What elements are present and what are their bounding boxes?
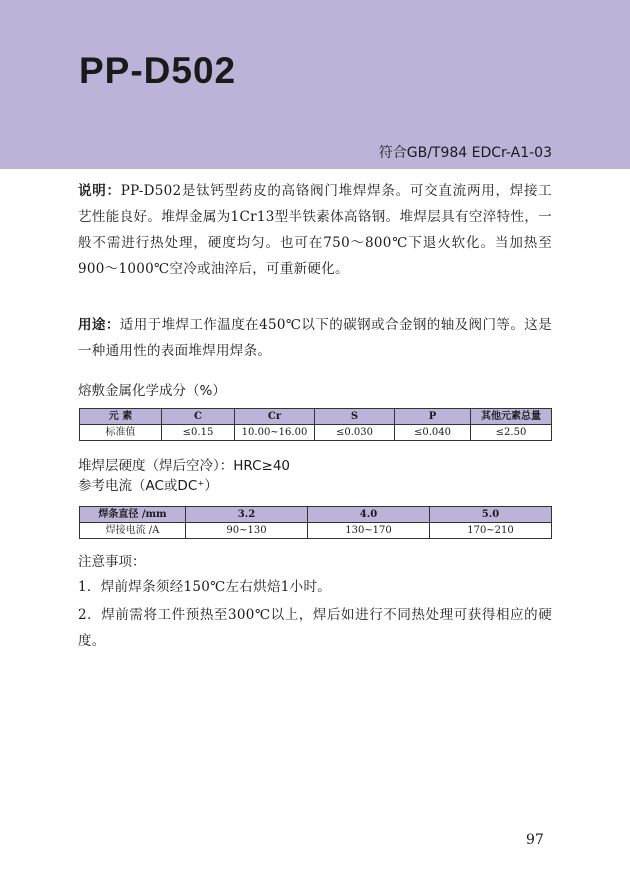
usage-text: 适用于堆焊工作温度在450℃以下的碳钢或合金钢的轴及阀门等。这是一种通用性的表面堆焊用焊条。 <box>78 317 553 359</box>
hardness-text: 堆焊层硬度（焊后空冷）：HRC≥40 <box>78 458 291 474</box>
description-text: PP-D502是钛钙型药皮的高铬阀门堆焊焊条。可交直流两用，焊接工艺性能良好。堆焊金属为1Cr13型半铁素体高铬钢。堆焊层具有空淬特性，一般不需进行热处理，硬度均匀。也可在750～800℃下退火软化。当加热至900～1000℃空冷或油淬后，可重新硬化。 <box>78 183 552 277</box>
usage-paragraph <box>78 312 552 364</box>
composition-value-cell: ≤0.030 <box>315 425 395 441</box>
current-value-cell: 焊接电流 /A <box>80 523 186 539</box>
notes-title: 注意事项： <box>78 554 146 570</box>
notes-list <box>78 574 552 654</box>
note-item-2: 2．焊前需将工件预热至300℃以上，焊后如进行不同热处理可获得相应的硬度。 <box>78 607 552 649</box>
composition-header-cell: S <box>315 409 395 425</box>
composition-header-cell: P <box>395 409 471 425</box>
current-value-cell: 170~210 <box>430 523 552 539</box>
current-value-row <box>80 523 552 539</box>
current-table <box>79 506 552 539</box>
composition-title: 熔敷金属化学成分（%） <box>78 383 226 399</box>
current-value-cell: 130~170 <box>308 523 430 539</box>
current-header-cell: 3.2 <box>186 507 308 523</box>
composition-header-row <box>80 409 552 425</box>
current-header-cell: 焊条直径 /mm <box>80 507 186 523</box>
description-section <box>78 178 552 282</box>
current-value-cell: 90~130 <box>186 523 308 539</box>
usage-label: 用途： <box>78 317 120 333</box>
note-item-1: 1．焊前焊条须经150℃左右烘焙1小时。 <box>78 579 332 595</box>
composition-header-cell: C <box>162 409 235 425</box>
current-header-cell: 5.0 <box>430 507 552 523</box>
composition-value-cell: ≤0.040 <box>395 425 471 441</box>
composition-value-cell: 标准值 <box>80 425 162 441</box>
current-header-cell: 4.0 <box>308 507 430 523</box>
composition-header-cell: 元 素 <box>80 409 162 425</box>
page-title: PP-D502 <box>79 50 237 91</box>
composition-value-row <box>80 425 552 441</box>
description-paragraph <box>78 178 552 282</box>
page-number: 97 <box>526 832 544 848</box>
standard-code: 符合GB/T984 EDCr-A1-03 <box>378 145 552 161</box>
composition-value-cell: ≤0.15 <box>162 425 235 441</box>
current-header-row <box>80 507 552 523</box>
usage-section <box>78 312 552 364</box>
composition-table <box>79 408 552 441</box>
current-title: 参考电流（AC或DC⁺） <box>78 478 218 494</box>
composition-header-cell: Cr <box>235 409 315 425</box>
description-label: 说明： <box>78 183 121 199</box>
composition-value-cell: 10.00~16.00 <box>235 425 315 441</box>
composition-value-cell: ≤2.50 <box>471 425 552 441</box>
composition-header-cell: 其他元素总量 <box>471 409 552 425</box>
